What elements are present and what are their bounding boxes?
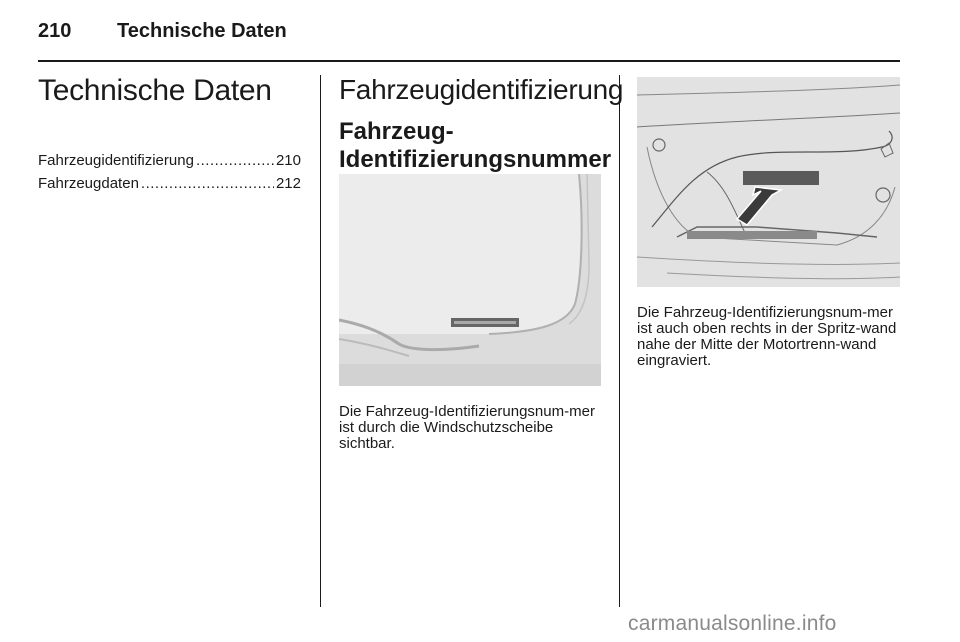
toc-entry-label: Fahrzeugidentifizierung (38, 152, 194, 169)
running-title: Technische Daten (117, 20, 287, 42)
vin-plate-text (454, 321, 516, 324)
toc-entry-page: 210 (275, 152, 301, 169)
page-number: 210 (38, 20, 72, 42)
bottom-panel (339, 364, 601, 386)
table-of-contents (38, 152, 301, 198)
toc-leader-dots (196, 152, 274, 169)
caption-firewall-vin: Die Fahrzeug-Identifizierungsnum-mer ist auch oben rechts in der Spritz-wand nahe der Mitte der Motortrenn-wand eingraviert. (637, 304, 897, 369)
subsection-title-line1: Fahrzeug- (339, 118, 454, 145)
column-divider-left (320, 75, 321, 607)
subsection-title (339, 118, 612, 174)
watermark: carmanualsonline.info (628, 612, 837, 635)
lower-tube (687, 231, 817, 239)
chapter-title: Technische Daten (38, 74, 272, 107)
toc-entry-page: 212 (275, 175, 301, 192)
toc-entry[interactable] (38, 175, 301, 198)
vin-engraving (743, 171, 819, 185)
windshield-glass (339, 174, 582, 334)
firewall-vin-illustration (637, 77, 900, 287)
column-divider-right (619, 75, 620, 607)
section-title: Fahrzeugidentifizierung (339, 74, 624, 105)
subsection-title-line2: Identifizierungsnummer (339, 146, 612, 173)
toc-entry[interactable] (38, 152, 301, 175)
header-rule (38, 60, 900, 62)
caption-windshield-vin: Die Fahrzeug-Identifizierungsnum-mer ist durch die Windschutzscheibe sichtbar. (339, 403, 595, 452)
toc-leader-dots (141, 175, 274, 192)
toc-entry-label: Fahrzeugdaten (38, 175, 139, 192)
windshield-vin-illustration (339, 174, 601, 386)
